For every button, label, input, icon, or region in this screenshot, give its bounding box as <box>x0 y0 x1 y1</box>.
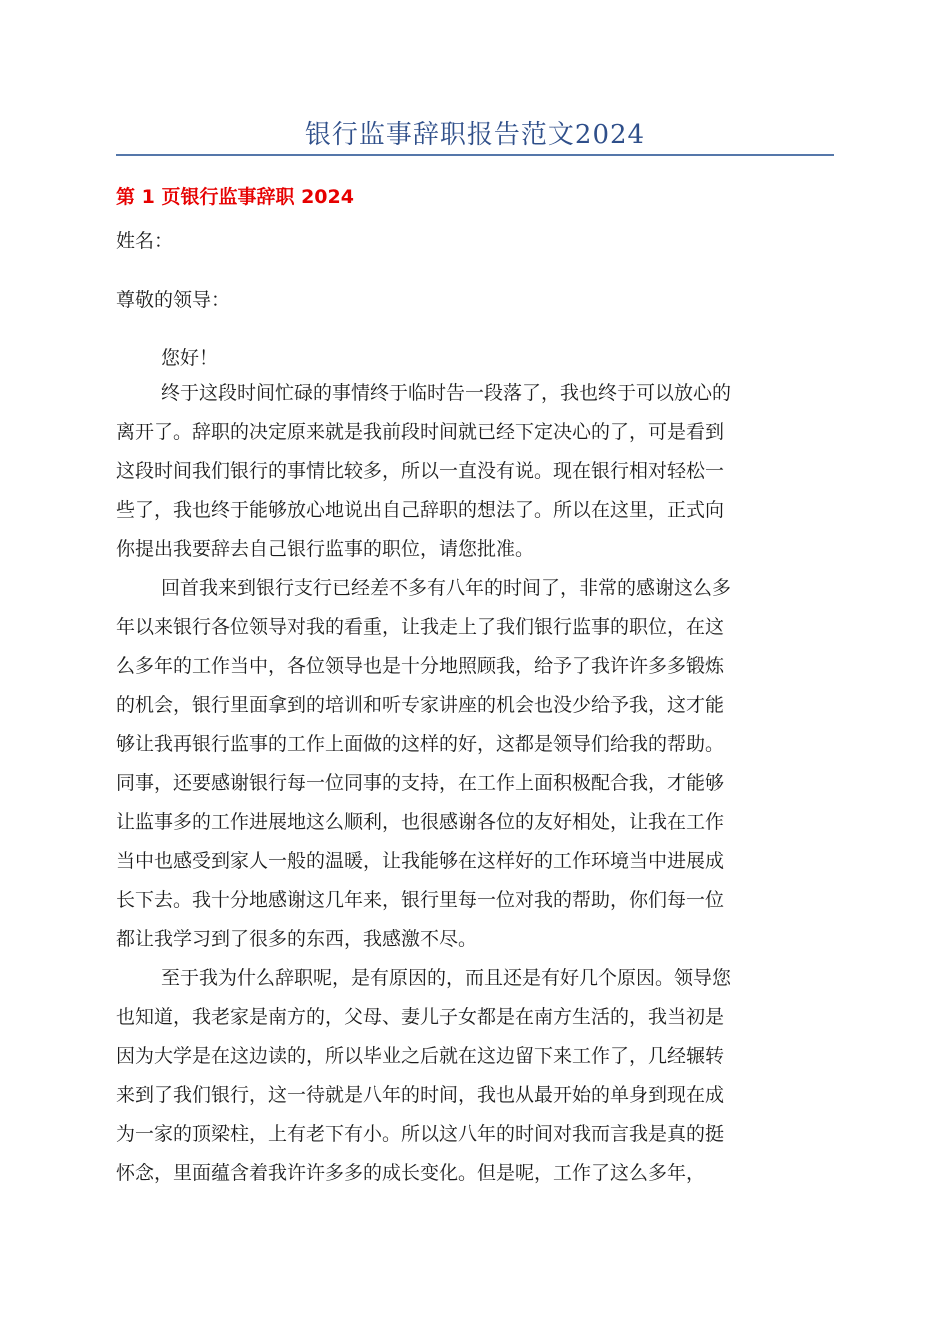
paragraph-line: 终于这段时间忙碌的事情终于临时告一段落了，我也终于可以放心的 <box>161 381 732 404</box>
title-divider <box>116 154 834 156</box>
paragraph-line: 同事，还要感谢银行每一位同事的支持，在工作上面积极配合我，才能够 <box>116 771 725 794</box>
paragraph-line: 回首我来到银行支行已经差不多有八年的时间了，非常的感谢这么多 <box>161 576 732 599</box>
paragraph-line: 至于我为什么辞职呢，是有原因的，而且还是有好几个原因。领导您 <box>161 966 732 989</box>
paragraph-line: 年以来银行各位领导对我的看重，让我走上了我们银行监事的职位，在这 <box>116 615 725 638</box>
paragraph-line: 因为大学是在这边读的，所以毕业之后就在这边留下来工作了，几经辗转 <box>116 1044 725 1067</box>
name-label: 姓名： <box>116 230 174 252</box>
paragraph-line: 这段时间我们银行的事情比较多，所以一直没有说。现在银行相对轻松一 <box>116 459 725 482</box>
paragraph-line: 的机会，银行里面拿到的培训和听专家讲座的机会也没少给予我，这才能 <box>116 693 725 716</box>
paragraph-line: 离开了。辞职的决定原来就是我前段时间就已经下定决心的了，可是看到 <box>116 420 725 443</box>
salutation: 尊敬的领导： <box>116 288 231 311</box>
paragraph-line: 当中也感受到家人一般的温暖，让我能够在这样好的工作环境当中进展成 <box>116 849 725 872</box>
paragraph-line: 让监事多的工作进展地这么顺利，也很感谢各位的友好相处，让我在工作 <box>116 810 725 833</box>
paragraph-line: 么多年的工作当中，各位领导也是十分地照顾我，给予了我许许多多锻炼 <box>116 654 725 677</box>
paragraph-line: 够让我再银行监事的工作上面做的这样的好，这都是领导们给我的帮助。 <box>116 732 725 755</box>
paragraph-line: 怀念，里面蕴含着我许许多多的成长变化。但是呢，工作了这么多年， <box>116 1161 706 1184</box>
paragraph-line: 些了，我也终于能够放心地说出自己辞职的想法了。所以在这里，正式向 <box>116 498 725 521</box>
paragraph-1 <box>116 374 834 569</box>
paragraph-line: 为一家的顶梁柱，上有老下有小。所以这八年的时间对我而言我是真的挺 <box>116 1122 725 1145</box>
paragraph-line: 长下去。我十分地感谢这几年来，银行里每一位对我的帮助，你们每一位 <box>116 888 725 911</box>
paragraph-line: 你提出我要辞去自己银行监事的职位，请您批准。 <box>116 537 535 560</box>
paragraph-3 <box>116 959 834 1193</box>
letter-body <box>116 226 834 1193</box>
paragraph-line: 也知道，我老家是南方的，父母、妻儿子女都是在南方生活的，我当初是 <box>116 1005 725 1028</box>
paragraph-line: 都让我学习到了很多的东西，我感激不尽。 <box>116 927 478 950</box>
section-heading: 第 1 页银行监事辞职 2024 <box>116 186 354 208</box>
document-title: 银行监事辞职报告范文2024 <box>304 120 646 150</box>
paragraph-line: 来到了我们银行，这一待就是八年的时间，我也从最开始的单身到现在成 <box>116 1083 725 1106</box>
paragraph-2 <box>116 569 834 959</box>
greeting: 您好！ <box>161 347 219 369</box>
